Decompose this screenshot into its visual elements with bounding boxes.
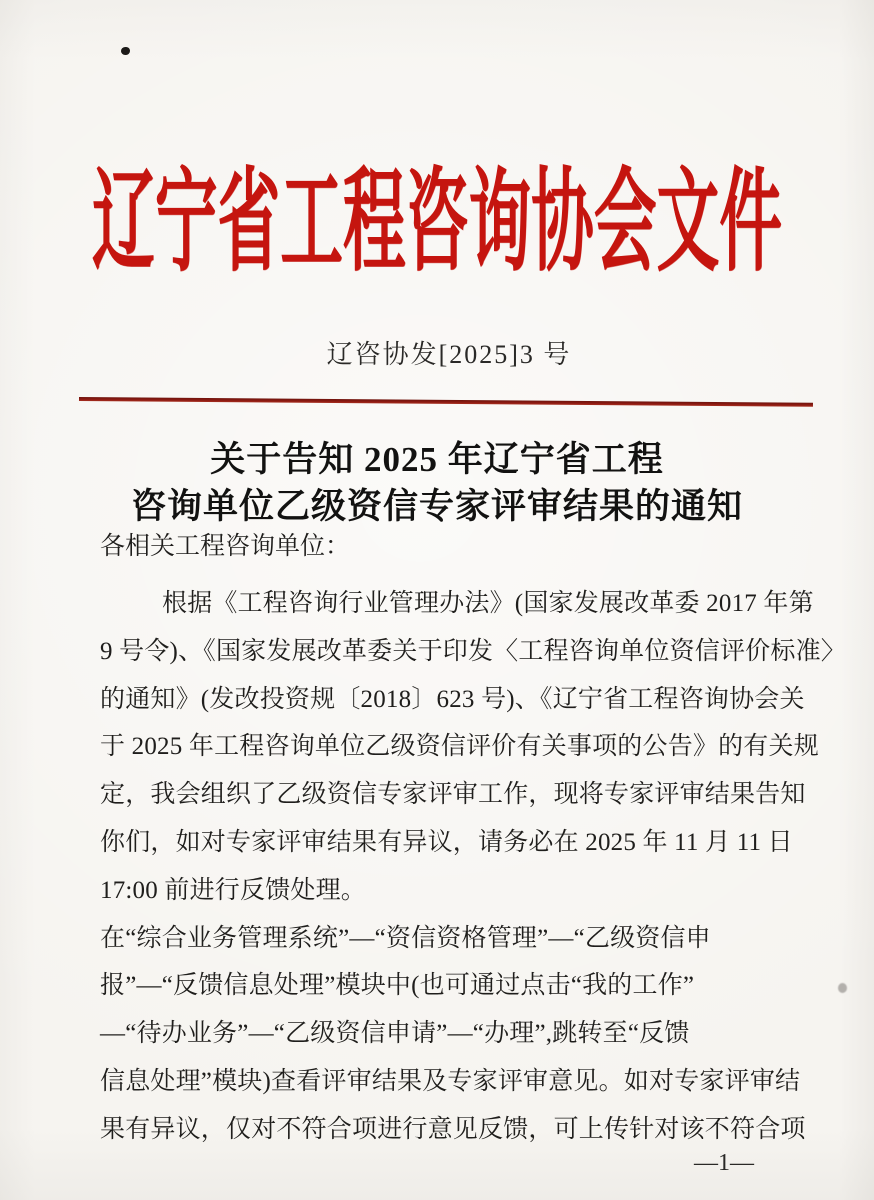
scan-speck-icon bbox=[838, 983, 847, 993]
body-line: 在“综合业务管理系统”—“资信资格管理”—“乙级资信申 bbox=[100, 924, 711, 952]
body-line: 信息处理”模块)查看评审结果及专家评审意见。如对专家评审结 bbox=[100, 1067, 801, 1095]
page-number: —1— bbox=[694, 1150, 754, 1176]
body-line: 于 2025 年工程咨询单位乙级资信评价有关事项的公告》的有关规 bbox=[100, 733, 819, 761]
body-line: 你们，如对专家评审结果有异议，请务必在 2025 年 11 月 11 日 bbox=[100, 828, 793, 856]
notice-title bbox=[0, 436, 874, 530]
scan-speck-icon bbox=[121, 47, 130, 55]
salutation: 各相关工程咨询单位： bbox=[100, 533, 351, 560]
body-line: 定，我会组织了乙级资信专家评审工作，现将专家评审结果告知 bbox=[100, 781, 806, 809]
body-line: 9 号令)、《国家发展改革委关于印发〈工程咨询单位资信评价标准〉 bbox=[100, 637, 846, 665]
notice-title-line2: 咨询单位乙级资信专家评审结果的通知 bbox=[130, 487, 743, 526]
body-line: 果有异议，仅对不符合项进行意见反馈，可上传针对该不符合项 bbox=[100, 1115, 806, 1143]
body-line: 报”—“反馈信息处理”模块中(也可通过点击“我的工作” bbox=[100, 972, 695, 1000]
letterhead bbox=[0, 162, 874, 284]
body-line: 17:00 前进行反馈处理。 bbox=[100, 876, 366, 904]
body-line: 的通知》(发改投资规〔2018〕623 号)、《辽宁省工程咨询协会关 bbox=[100, 685, 805, 713]
document-body bbox=[100, 580, 846, 1154]
doc-number: 辽咨协发[2025]3 号 bbox=[326, 340, 572, 369]
notice-title-line1: 关于告知 2025 年辽宁省工程 bbox=[210, 440, 664, 479]
body-line: 根据《工程咨询行业管理办法》(国家发展改革委 2017 年第 bbox=[162, 590, 814, 617]
body-line: —“待办业务”—“乙级资信申请”—“办理”,跳转至“反馈 bbox=[100, 1020, 690, 1048]
org-title: 辽宁省工程咨询协会文件 bbox=[92, 161, 782, 285]
red-divider-line bbox=[79, 397, 813, 407]
